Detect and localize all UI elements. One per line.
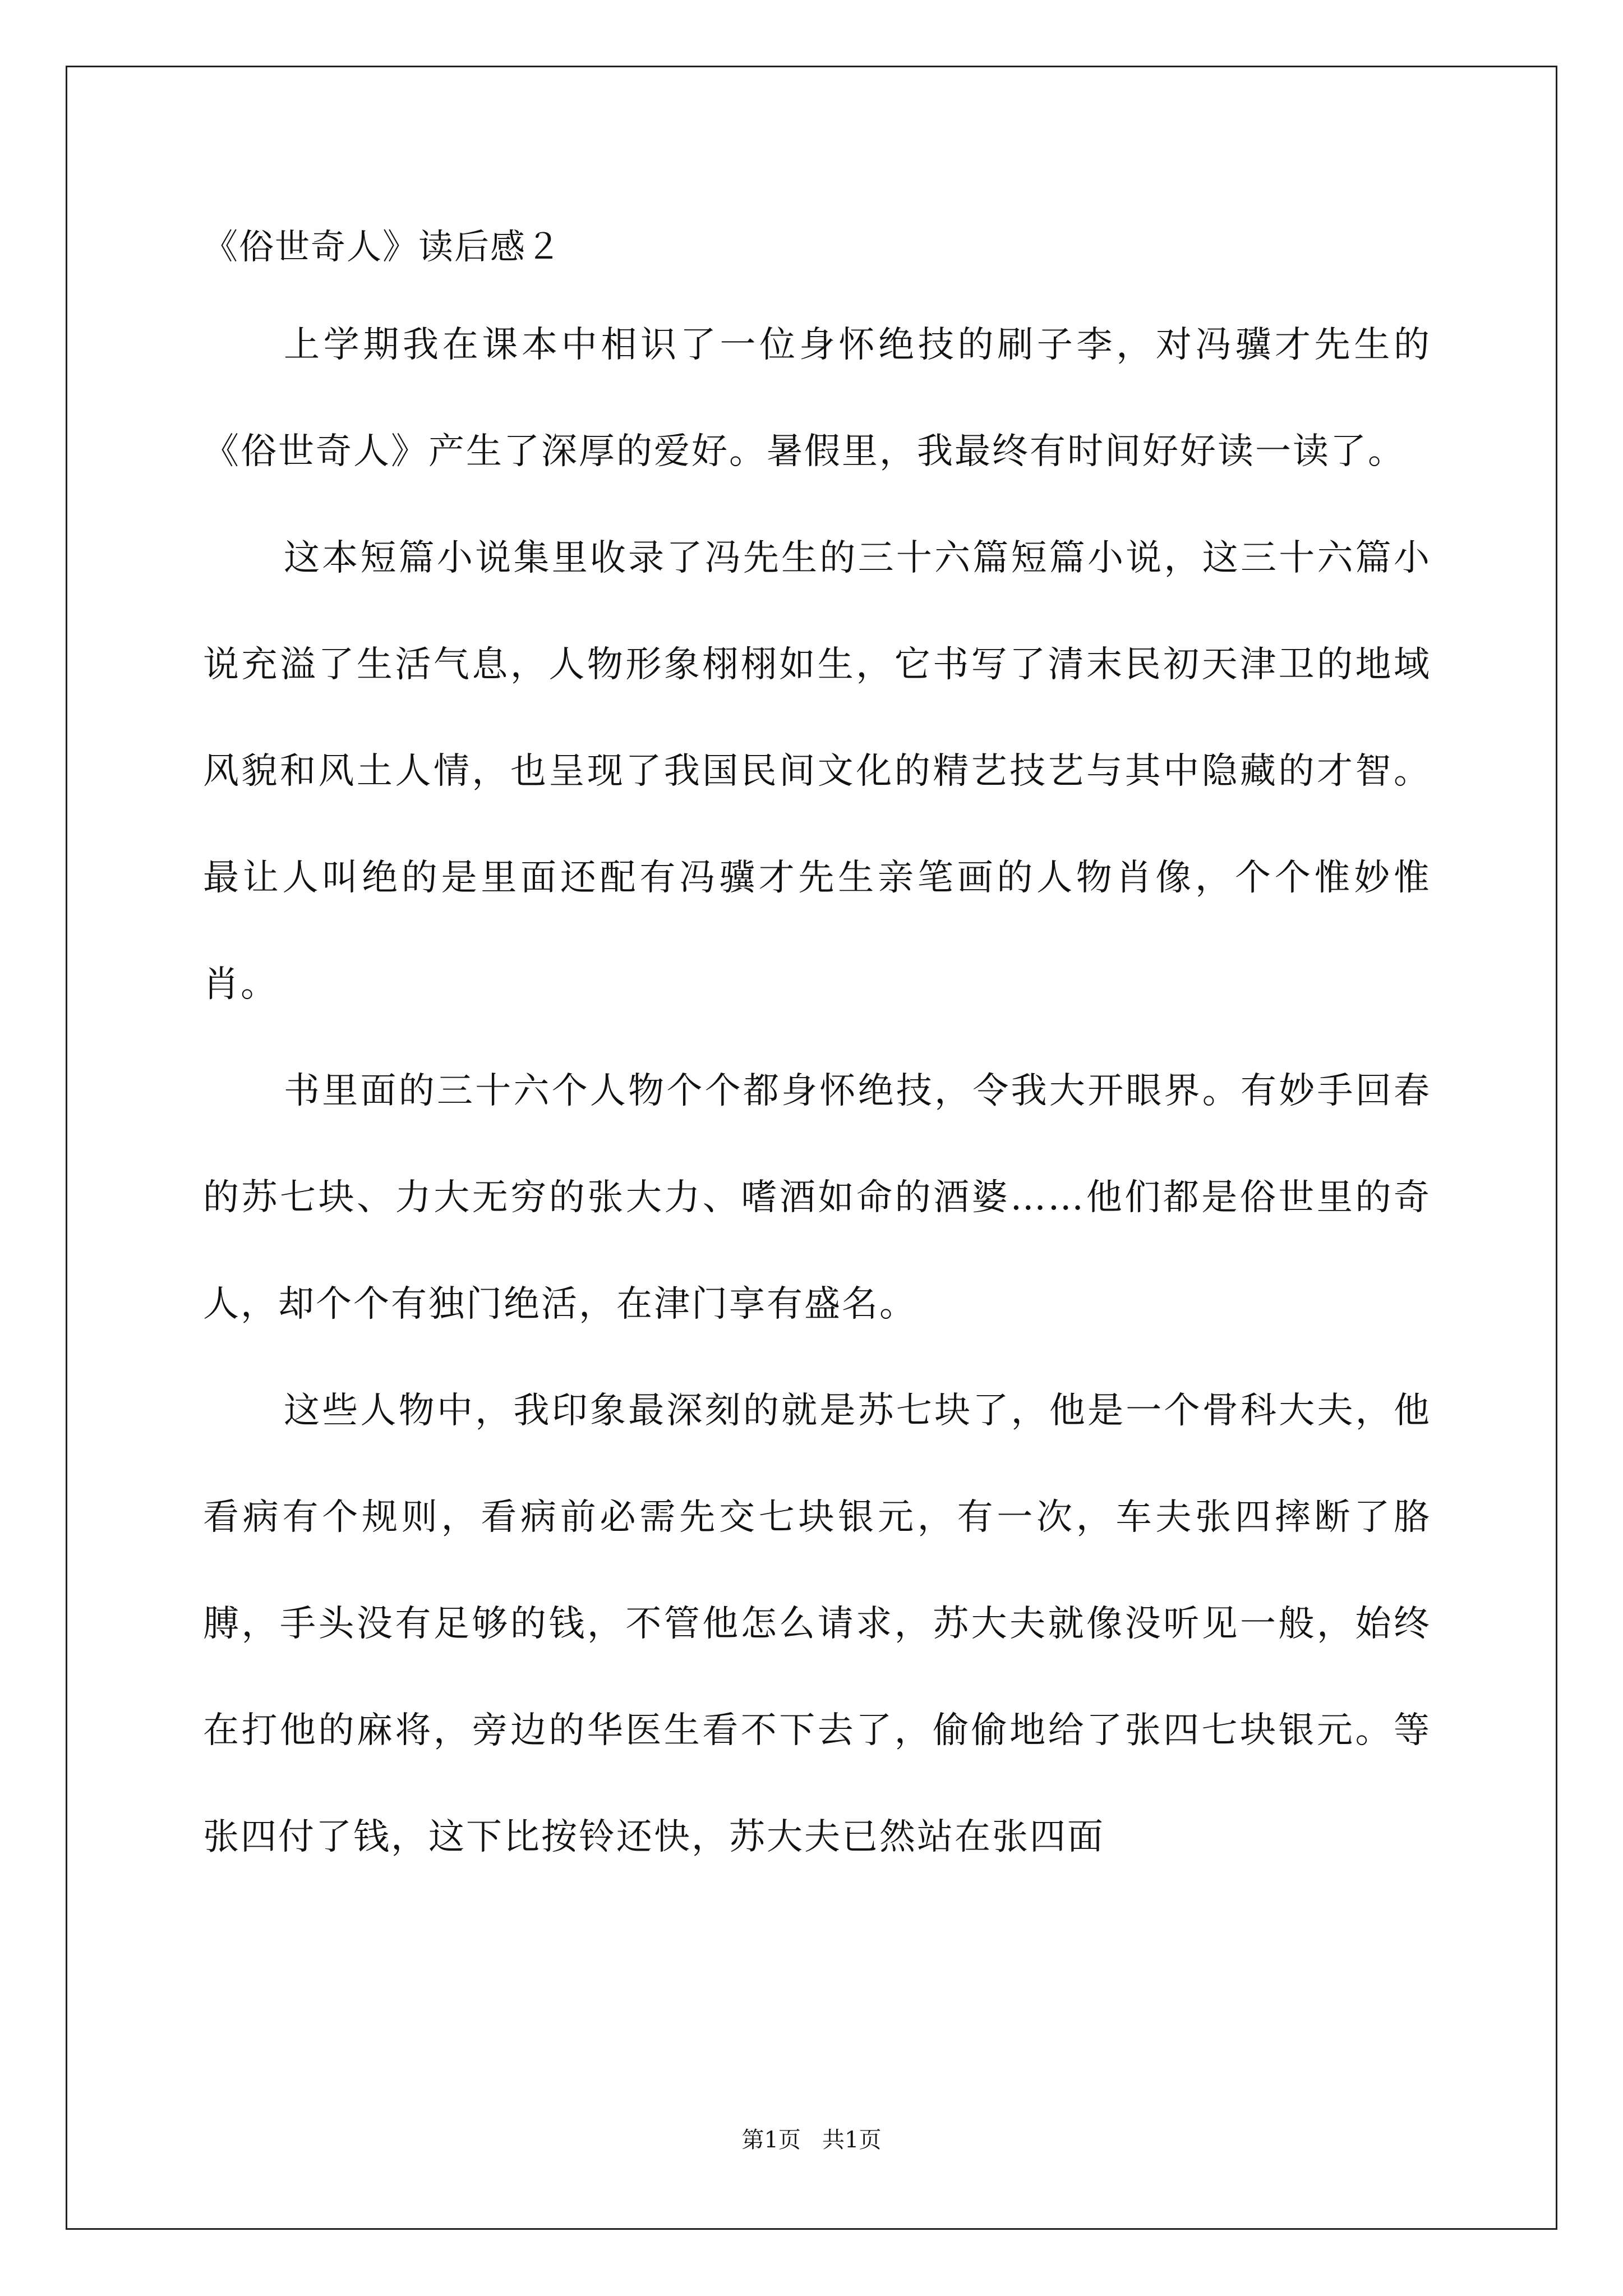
paragraph-1: 上学期我在课本中相识了一位身怀绝技的刷子李，对冯骥才先生的《俗世奇人》产生了深厚的爱好。暑假里，我最终有时间好好读一读了。	[203, 324, 1431, 472]
paragraph-3: 书里面的三十六个人物个个都身怀绝技，令我大开眼界。有妙手回春的苏七块、力大无穷的张大力、嗜酒如命的酒婆……他们都是俗世里的奇人，却个个有独门绝活，在津门享有盛名。	[203, 1070, 1431, 1325]
document-title: 《俗世奇人》读后感２	[203, 226, 562, 267]
paragraph-2: 这本短篇小说集里收录了冯先生的三十六篇短篇小说，这三十六篇小说充溢了生活气息，人物形象栩栩如生，它书写了清末民初天津卫的地域风貌和风土人情，也呈现了我国民间文化的精艺技艺与其中隐藏的才智。最让人叫绝的是里面还配有冯骥才先生亲笔画的人物肖像，个个惟妙惟肖。	[203, 537, 1431, 1005]
paragraph-4: 这些人物中，我印象最深刻的就是苏七块了，他是一个骨科大夫，他看病有个规则，看病前必需先交七块银元，有一次，车夫张四摔断了胳膊，手头没有足够的钱，不管他怎么请求，苏大夫就像没听见一般，始终在打他的麻将，旁边的华医生看不下去了，偷偷地给了张四七块银元。等张四付了钱，这下比按铃还快，苏大夫已然站在张四面	[203, 1390, 1431, 1858]
document-body	[203, 292, 1431, 1890]
page-number-footer: 第1页 共1页	[741, 2127, 882, 2153]
